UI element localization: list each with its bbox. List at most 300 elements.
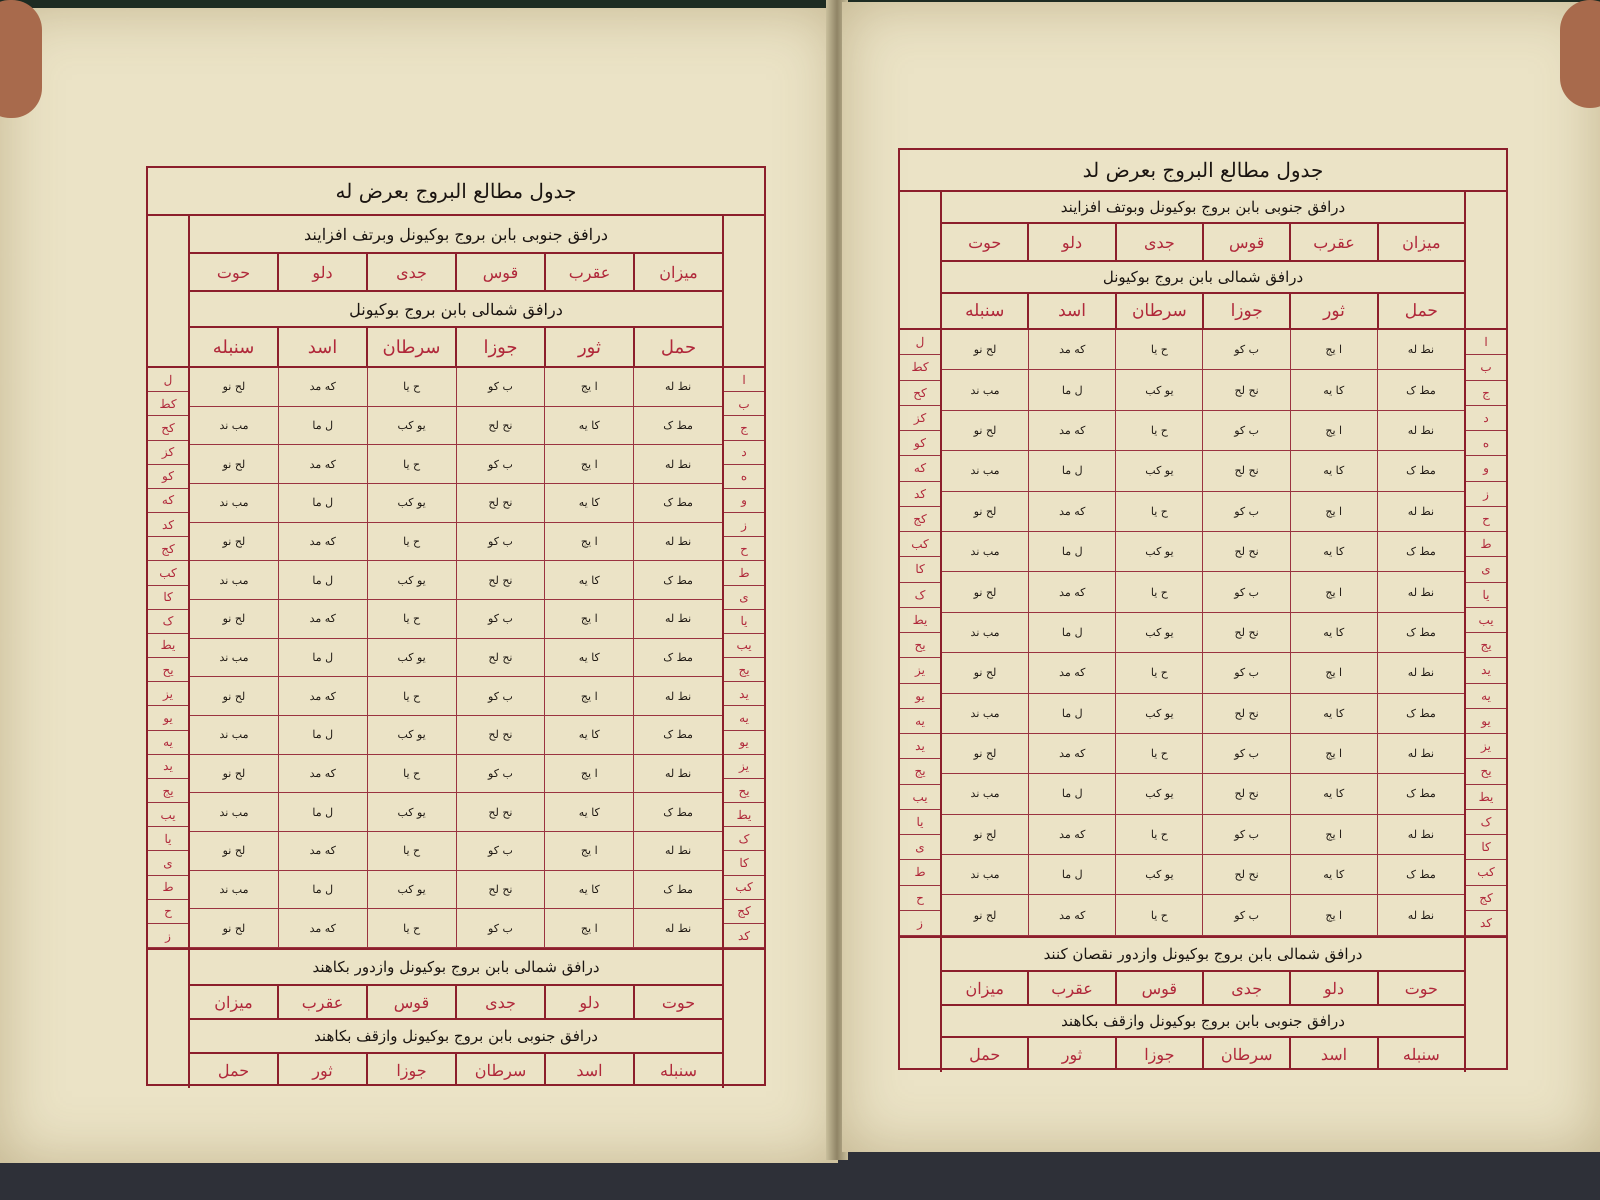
table-cell: نح لح	[456, 716, 545, 755]
degree-label: ی	[148, 851, 188, 875]
table-cell: ح یا	[1115, 895, 1202, 935]
table-row	[190, 677, 722, 716]
table-cell: نط له	[633, 445, 722, 484]
table-row	[190, 445, 722, 484]
table-cell: نح لح	[456, 639, 545, 678]
degree-label: ه	[724, 465, 764, 489]
table-cell: ا یج	[1290, 330, 1377, 370]
table-cell: مب ند	[190, 716, 278, 755]
degree-label: کو	[900, 431, 940, 456]
right-band-top-1: درافق جنوبی بابن بروج بوکیونل وبوتف افزایند	[1060, 198, 1346, 216]
table-cell: ل ما	[1028, 370, 1115, 410]
table-cell: ب کو	[456, 523, 545, 562]
table-cell: ا یج	[1290, 815, 1377, 855]
table-cell: لح نو	[190, 755, 278, 794]
right-band-top-2: درافق شمالی بابن بروج بوکیونل	[1102, 268, 1304, 286]
table-cell: نط له	[1377, 330, 1464, 370]
sign-label: ثور	[1289, 294, 1376, 328]
table-cell: کا یه	[544, 871, 633, 910]
table-cell: که مد	[1028, 653, 1115, 693]
table-cell: مب ند	[942, 774, 1028, 814]
left-band-bottom-2: درافق جنوبی بابن بروج بوکیونل وازقف بکاهند	[314, 1027, 598, 1045]
table-row	[190, 909, 722, 948]
table-cell: ل ما	[1028, 774, 1115, 814]
right-band-bottom-1: درافق شمالی بابن بروج بوکیونل وازدور نقصان کنند	[1043, 945, 1363, 963]
sign-label: ثور	[1027, 1038, 1114, 1070]
sign-label: حوت	[968, 232, 1002, 252]
degree-label: یز	[148, 682, 188, 706]
degree-label: ی	[900, 835, 940, 860]
degree-label: ک	[724, 827, 764, 851]
table-cell: نط له	[633, 600, 722, 639]
table-row	[190, 871, 722, 910]
table-cell: ب کو	[456, 832, 545, 871]
table-row	[942, 694, 1464, 734]
table-cell: نط له	[1377, 734, 1464, 774]
right-signs-bottom-2	[942, 1038, 1464, 1070]
left-data-grid	[190, 368, 722, 948]
table-cell: ا یج	[1290, 895, 1377, 935]
table-cell: ل ما	[278, 407, 367, 446]
table-cell: مط ک	[1377, 532, 1464, 572]
degree-label: یج	[900, 759, 940, 784]
table-cell: نط له	[1377, 492, 1464, 532]
table-cell: ا یج	[544, 445, 633, 484]
table-cell: مب ند	[190, 484, 278, 523]
degree-label: ا	[1466, 330, 1506, 355]
sign-label: سرطان	[366, 328, 455, 366]
degree-label: کج	[900, 507, 940, 532]
sign-label: دلو	[277, 254, 366, 290]
table-cell: نح لح	[456, 561, 545, 600]
table-cell: نح لح	[1202, 613, 1289, 653]
table-cell: کا یه	[544, 639, 633, 678]
table-row	[942, 451, 1464, 491]
degree-label: کا	[900, 557, 940, 582]
degree-label: کد	[1466, 911, 1506, 936]
table-cell: ح یا	[367, 368, 456, 407]
sign-label: جوزا	[1115, 1038, 1202, 1070]
table-cell: که مد	[1028, 895, 1115, 935]
table-cell: کا یه	[1290, 532, 1377, 572]
table-cell: ح یا	[367, 755, 456, 794]
table-cell: ا یج	[1290, 572, 1377, 612]
degree-label: ب	[724, 392, 764, 416]
degree-label: ح	[148, 900, 188, 924]
table-row	[942, 572, 1464, 612]
table-cell: ب کو	[456, 909, 545, 948]
sign-label: عقرب	[1027, 972, 1114, 1004]
table-cell: ب کو	[1202, 734, 1289, 774]
sign-label: سنبله	[965, 301, 1005, 321]
table-cell: ا یج	[1290, 492, 1377, 532]
right-signs-bottom-1	[942, 972, 1464, 1004]
table-cell: که مد	[278, 523, 367, 562]
degree-label: کز	[148, 441, 188, 465]
table-cell: ا یج	[544, 523, 633, 562]
right-thumb	[1560, 0, 1600, 108]
degree-label: کد	[724, 924, 764, 948]
table-cell: یو کب	[1115, 774, 1202, 814]
degree-label: کج	[724, 900, 764, 924]
table-cell: کا یه	[1290, 855, 1377, 895]
sign-label: دلو	[1289, 972, 1376, 1004]
degree-label: کو	[148, 465, 188, 489]
table-cell: که مد	[1028, 492, 1115, 532]
degree-label: یا	[1466, 583, 1506, 608]
degree-label: د	[724, 441, 764, 465]
table-cell: که مد	[1028, 815, 1115, 855]
degree-label: کح	[900, 381, 940, 406]
table-cell: لح نو	[942, 572, 1028, 612]
table-cell: ب کو	[1202, 492, 1289, 532]
degree-label: ید	[1466, 658, 1506, 683]
sign-label: حمل	[969, 1044, 1001, 1064]
table-cell: ح یا	[367, 523, 456, 562]
left-table	[146, 166, 766, 1086]
table-cell: ا یج	[544, 832, 633, 871]
degree-label: که	[148, 489, 188, 513]
table-cell: کا یه	[1290, 774, 1377, 814]
table-cell: مب ند	[942, 370, 1028, 410]
table-row	[190, 639, 722, 678]
sign-label: میزان	[214, 992, 253, 1012]
degree-label: یه	[148, 731, 188, 755]
left-page	[0, 8, 838, 1163]
table-row	[942, 330, 1464, 370]
table-cell: ب کو	[456, 445, 545, 484]
table-cell: یو کب	[1115, 370, 1202, 410]
table-row	[190, 407, 722, 446]
table-cell: کا یه	[1290, 613, 1377, 653]
table-cell: که مد	[278, 368, 367, 407]
sign-label: اسد	[1289, 1038, 1376, 1070]
table-row	[190, 561, 722, 600]
table-cell: نط له	[1377, 572, 1464, 612]
table-cell: یو کب	[367, 793, 456, 832]
sign-label: جدی	[366, 254, 455, 290]
table-cell: ل ما	[278, 793, 367, 832]
left-signs-bottom-2	[190, 1054, 722, 1086]
table-row	[190, 484, 722, 523]
table-cell: لح نو	[942, 895, 1028, 935]
table-cell: نح لح	[1202, 532, 1289, 572]
sign-label: سرطان	[1115, 294, 1202, 328]
left-degree-column-right	[724, 368, 764, 948]
degree-label: ی	[724, 586, 764, 610]
table-cell: یو کب	[367, 561, 456, 600]
left-signs-bottom-1	[190, 986, 722, 1018]
table-cell: ل ما	[278, 871, 367, 910]
table-row	[942, 734, 1464, 774]
degree-label: که	[900, 456, 940, 481]
table-cell: ب کو	[1202, 330, 1289, 370]
table-cell: لح نو	[190, 600, 278, 639]
sign-label: اسد	[544, 1054, 633, 1086]
right-table	[898, 148, 1508, 1070]
table-cell: نح لح	[1202, 774, 1289, 814]
table-cell: ل ما	[1028, 613, 1115, 653]
table-cell: که مد	[278, 445, 367, 484]
table-cell: نط له	[1377, 895, 1464, 935]
table-cell: کا یه	[544, 793, 633, 832]
degree-label: یج	[148, 779, 188, 803]
degree-label: یه	[1466, 684, 1506, 709]
degree-label: ک	[900, 583, 940, 608]
table-cell: ب کو	[1202, 572, 1289, 612]
degree-label: ج	[724, 416, 764, 440]
degree-label: کا	[724, 851, 764, 875]
sign-label: ثور	[277, 1054, 366, 1086]
table-cell: نط له	[633, 368, 722, 407]
degree-label: یط	[900, 608, 940, 633]
table-cell: لح نو	[942, 653, 1028, 693]
table-cell: که مد	[278, 755, 367, 794]
table-cell: لح نو	[942, 411, 1028, 451]
degree-label: کج	[1466, 886, 1506, 911]
degree-label: ح	[900, 886, 940, 911]
sign-label: سرطان	[455, 1054, 544, 1086]
sign-label: عقرب	[1289, 224, 1376, 260]
table-cell: مط ک	[633, 716, 722, 755]
degree-label: کح	[148, 416, 188, 440]
table-cell: مط ک	[633, 871, 722, 910]
degree-label: و	[1466, 456, 1506, 481]
table-cell: که مد	[1028, 411, 1115, 451]
table-row	[942, 411, 1464, 451]
table-cell: مط ک	[1377, 370, 1464, 410]
table-cell: کا یه	[1290, 451, 1377, 491]
degree-label: ید	[148, 755, 188, 779]
table-cell: نح لح	[1202, 451, 1289, 491]
table-cell: نح لح	[1202, 694, 1289, 734]
table-cell: ح یا	[1115, 815, 1202, 855]
table-cell: مب ند	[942, 613, 1028, 653]
table-cell: لح نو	[942, 815, 1028, 855]
degree-label: ب	[1466, 355, 1506, 380]
degree-label: یز	[724, 755, 764, 779]
table-cell: ل ما	[1028, 532, 1115, 572]
degree-label: کد	[148, 513, 188, 537]
degree-label: کج	[148, 537, 188, 561]
degree-label: یح	[148, 658, 188, 682]
degree-label: یز	[1466, 734, 1506, 759]
table-cell: مب ند	[942, 532, 1028, 572]
table-cell: نح لح	[456, 871, 545, 910]
degree-label: یط	[148, 634, 188, 658]
degree-label: ط	[148, 876, 188, 900]
left-table-title: جدول مطالع البروج بعرض له	[148, 168, 764, 216]
degree-label: یب	[1466, 608, 1506, 633]
degree-label: ل	[148, 368, 188, 392]
table-cell: نط له	[633, 909, 722, 948]
degree-label: یح	[900, 633, 940, 658]
table-row	[190, 832, 722, 871]
degree-label: ح	[1466, 507, 1506, 532]
sign-label: جوزا	[455, 328, 544, 366]
sign-label: میزان	[965, 978, 1004, 998]
sign-label: جوزا	[1202, 294, 1289, 328]
table-cell: مب ند	[190, 793, 278, 832]
table-cell: ح یا	[1115, 411, 1202, 451]
sign-label: جدی	[1202, 972, 1289, 1004]
left-signs-top-2	[190, 328, 722, 366]
table-cell: ح یا	[367, 600, 456, 639]
degree-label: کط	[148, 392, 188, 416]
table-cell: نح لح	[456, 484, 545, 523]
table-cell: ح یا	[1115, 653, 1202, 693]
table-cell: یو کب	[1115, 451, 1202, 491]
degree-label: ط	[900, 860, 940, 885]
degree-label: ط	[1466, 532, 1506, 557]
table-cell: یو کب	[1115, 855, 1202, 895]
table-cell: ا یج	[1290, 411, 1377, 451]
sign-label: حوت	[1377, 972, 1464, 1004]
sign-label: دلو	[544, 986, 633, 1018]
degree-label: ه	[1466, 431, 1506, 456]
table-cell: مط ک	[633, 793, 722, 832]
sign-label: قوس	[1115, 972, 1202, 1004]
table-row	[190, 368, 722, 407]
degree-label: ز	[724, 513, 764, 537]
table-cell: ا یج	[544, 755, 633, 794]
sign-label: سنبله	[633, 1054, 722, 1086]
degree-label: یب	[900, 785, 940, 810]
degree-label: یو	[900, 684, 940, 709]
table-cell: مب ند	[942, 451, 1028, 491]
table-cell: نح لح	[456, 793, 545, 832]
sign-label: عقرب	[544, 254, 633, 290]
table-cell: ب کو	[1202, 653, 1289, 693]
table-cell: ل ما	[278, 561, 367, 600]
table-cell: نط له	[633, 677, 722, 716]
table-cell: نط له	[633, 832, 722, 871]
right-signs-top-1	[942, 224, 1464, 260]
table-cell: یو کب	[367, 871, 456, 910]
table-row	[942, 653, 1464, 693]
degree-label: یا	[900, 810, 940, 835]
left-band-top-1: درافق جنوبی بابن بروج بوکیونل وبرتف افزایند	[304, 224, 608, 244]
degree-label: کز	[900, 406, 940, 431]
sign-label: حوت	[216, 262, 251, 282]
sign-label: قوس	[1202, 224, 1289, 260]
table-cell: نح لح	[1202, 855, 1289, 895]
table-cell: کا یه	[544, 407, 633, 446]
table-cell: لح نو	[190, 677, 278, 716]
table-cell: مط ک	[1377, 613, 1464, 653]
table-cell: کا یه	[1290, 370, 1377, 410]
sign-label: سنبله	[1377, 1038, 1464, 1070]
sign-label: حوت	[633, 986, 722, 1018]
table-cell: ا یج	[1290, 653, 1377, 693]
table-row	[942, 815, 1464, 855]
table-cell: ا یج	[544, 677, 633, 716]
right-data-grid	[942, 330, 1464, 936]
degree-label: یج	[724, 658, 764, 682]
table-cell: نط له	[1377, 653, 1464, 693]
table-cell: نط له	[1377, 411, 1464, 451]
table-cell: کا یه	[544, 716, 633, 755]
table-cell: که مد	[278, 600, 367, 639]
degree-label: ل	[900, 330, 940, 355]
left-band-bottom-1: درافق شمالی بابن بروج بوکیونل وازدور بکاهند	[312, 958, 600, 976]
sign-label: عقرب	[277, 986, 366, 1018]
degree-label: ج	[1466, 381, 1506, 406]
degree-label: ید	[724, 682, 764, 706]
table-row	[942, 774, 1464, 814]
table-cell: مط ک	[633, 484, 722, 523]
sign-label: جدی	[1115, 224, 1202, 260]
table-cell: لح نو	[942, 492, 1028, 532]
table-row	[190, 755, 722, 794]
table-cell: مب ند	[190, 639, 278, 678]
table-cell: ح یا	[1115, 572, 1202, 612]
degree-label: ط	[724, 561, 764, 585]
table-cell: ح یا	[367, 677, 456, 716]
sign-label: جوزا	[366, 1054, 455, 1086]
sign-label: حمل	[1377, 294, 1464, 328]
degree-label: کب	[148, 561, 188, 585]
table-cell: ا یج	[544, 600, 633, 639]
sign-label: اسد	[277, 328, 366, 366]
table-cell: لح نو	[942, 734, 1028, 774]
table-cell: که مد	[1028, 572, 1115, 612]
table-cell: ا یج	[544, 909, 633, 948]
table-cell: که مد	[1028, 734, 1115, 774]
left-signs-top-1	[190, 254, 722, 290]
sign-label: قوس	[455, 254, 544, 290]
table-cell: لح نو	[190, 523, 278, 562]
table-cell: ب کو	[456, 677, 545, 716]
table-cell: ب کو	[1202, 895, 1289, 935]
table-cell: نط له	[1377, 815, 1464, 855]
table-cell: ح یا	[367, 832, 456, 871]
table-cell: کا یه	[544, 484, 633, 523]
table-cell: یو کب	[367, 484, 456, 523]
table-cell: یو کب	[1115, 694, 1202, 734]
right-degree-column-left	[900, 330, 940, 936]
degree-label: یه	[900, 709, 940, 734]
table-cell: نح لح	[456, 407, 545, 446]
table-cell: ا یج	[1290, 734, 1377, 774]
degree-label: یو	[724, 731, 764, 755]
sign-label: سرطان	[1202, 1038, 1289, 1070]
degree-label: د	[1466, 406, 1506, 431]
degree-label: ا	[724, 368, 764, 392]
degree-label: یا	[148, 827, 188, 851]
degree-label: یط	[1466, 785, 1506, 810]
table-cell: ب کو	[456, 368, 545, 407]
table-row	[942, 532, 1464, 572]
sign-label: میزان	[1377, 224, 1464, 260]
table-cell: که مد	[278, 677, 367, 716]
table-cell: ح یا	[1115, 734, 1202, 774]
left-band-top-2: درافق شمالی بابن بروج بوکیونل	[349, 299, 563, 319]
table-cell: مط ک	[1377, 694, 1464, 734]
right-table-title: جدول مطالع البروج بعرض لد	[900, 150, 1506, 192]
degree-label: یو	[148, 706, 188, 730]
table-cell: ل ما	[1028, 694, 1115, 734]
sign-label: قوس	[366, 986, 455, 1018]
table-cell: ح یا	[1115, 330, 1202, 370]
table-row	[190, 716, 722, 755]
degree-label: ک	[1466, 810, 1506, 835]
degree-label: یح	[724, 779, 764, 803]
table-cell: کا یه	[1290, 694, 1377, 734]
table-cell: که مد	[1028, 330, 1115, 370]
table-cell: مط ک	[1377, 774, 1464, 814]
table-cell: یو کب	[1115, 532, 1202, 572]
